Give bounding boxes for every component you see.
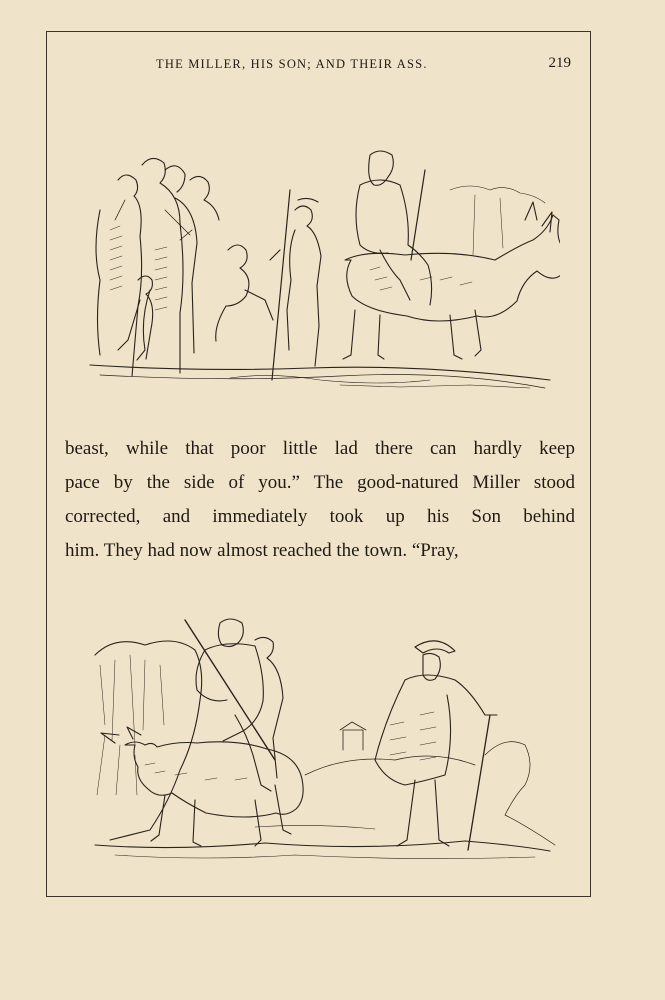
page-header [46, 57, 591, 77]
body-text-line: him. They had now almost reached the town. “Pray, [65, 540, 459, 561]
top-illustration [80, 140, 560, 400]
body-text [65, 432, 575, 568]
running-head: THE MILLER, HIS SON; AND THEIR ASS. [156, 57, 428, 71]
body-text-line: pace by the side of you.” The good-natured Miller stood [65, 472, 575, 493]
page-number: 219 [548, 55, 571, 71]
bottom-illustration [85, 605, 560, 870]
body-text-line: beast, while that poor little lad there can hardly keep [65, 438, 575, 459]
body-text-line: corrected, and immediately took up his Son behind [65, 506, 575, 527]
